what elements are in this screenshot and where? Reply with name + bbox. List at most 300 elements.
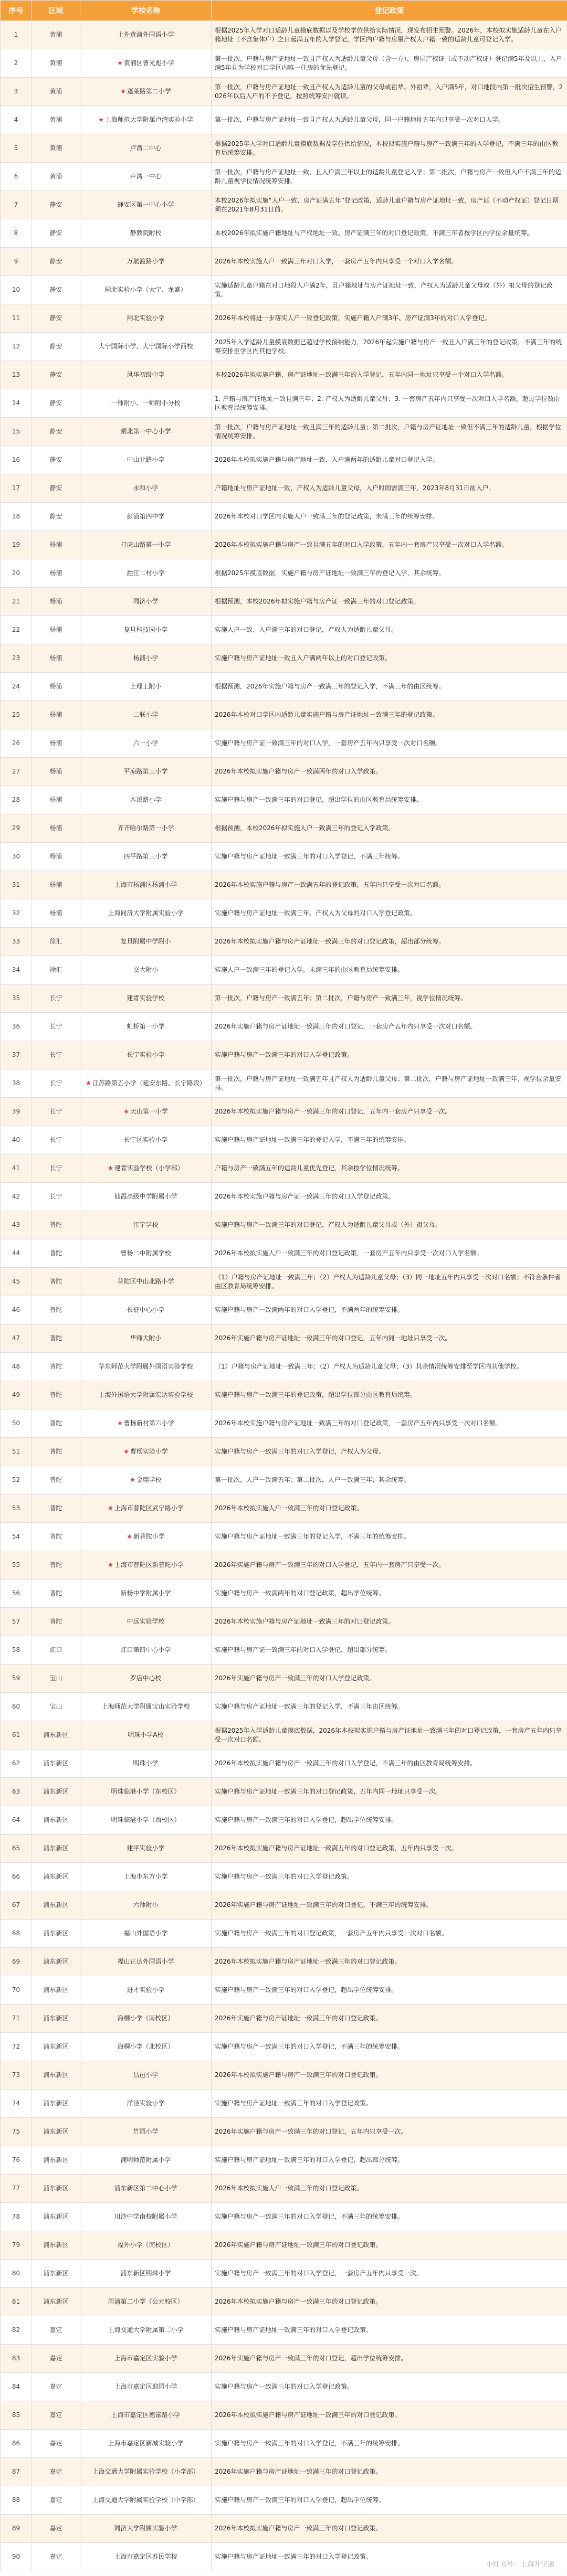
row-district: 静安 bbox=[32, 276, 80, 304]
row-policy: 第一批次，户籍与房产证地址一致且产权人为适龄儿童的父母或祖辈、外祖辈，入户满5年，对口地段内第一批次招生预警，2026年以后入户的不予登记，按照统筹安排就读。 bbox=[212, 78, 567, 106]
table-row bbox=[1, 2401, 567, 2430]
school-name: 周浦第二小学（公元校区） bbox=[108, 2298, 184, 2305]
row-district: 普陀 bbox=[32, 1211, 80, 1239]
row-number: 28 bbox=[1, 786, 32, 814]
row-district: 嘉定 bbox=[32, 2430, 80, 2458]
row-district: 浦东新区 bbox=[32, 2260, 80, 2288]
table-row bbox=[1, 1750, 567, 1778]
school-name: 卢湾二中心 bbox=[130, 144, 162, 152]
row-number: 67 bbox=[1, 1891, 32, 1920]
row-school bbox=[80, 758, 212, 786]
row-district: 杨浦 bbox=[32, 786, 80, 814]
row-school bbox=[80, 843, 212, 871]
row-number: 26 bbox=[1, 729, 32, 758]
school-name: 闸北实验小学（大宁、龙盛） bbox=[104, 286, 187, 293]
star-icon: ★ bbox=[117, 59, 123, 67]
school-name: 新杨中学附属小学 bbox=[120, 1589, 171, 1597]
table-row bbox=[1, 729, 567, 758]
school-name: 上海市嘉定区实验小学 bbox=[114, 2355, 177, 2362]
row-policy: 根据预测，本校2026年拟实施人户一致满三年的登记入学政策。 bbox=[212, 814, 567, 843]
row-number: 15 bbox=[1, 418, 32, 446]
school-name: 海桐小学（北校区） bbox=[117, 2043, 174, 2050]
row-school bbox=[80, 2260, 212, 2288]
row-school bbox=[80, 928, 212, 956]
row-school bbox=[80, 814, 212, 843]
table-row bbox=[1, 1126, 567, 1154]
row-school bbox=[80, 1636, 212, 1665]
school-name: 一师附小、一师附小分校 bbox=[111, 399, 181, 407]
row-school bbox=[80, 2231, 212, 2260]
table-row bbox=[1, 1381, 567, 1409]
school-name: 上理工附小 bbox=[130, 683, 162, 690]
row-policy: 2026年本校实施户籍与房产证一致满三年的对口入学登记政策。 bbox=[212, 1183, 567, 1211]
row-policy: 2026年本校拟实施户籍与房产证地址一致满三年的对口登记政策，超出部分统筹。 bbox=[212, 928, 567, 956]
row-policy: 实施户籍与房产一致满三年的登记政策，超出学位部分由区教育局统筹。 bbox=[212, 1381, 567, 1409]
row-policy: 2026年本校拟实施人户一致满三年的对口登记政策。 bbox=[212, 2175, 567, 2203]
table-row bbox=[1, 1920, 567, 1948]
row-policy: 户籍与房产一致满五年的适龄儿童优先登记，其余按学位情况统筹。 bbox=[212, 1154, 567, 1183]
star-icon: ★ bbox=[98, 116, 104, 123]
row-number: 34 bbox=[1, 956, 32, 984]
row-number: 35 bbox=[1, 984, 32, 1013]
row-district: 普陀 bbox=[32, 1324, 80, 1353]
row-policy: 第一批次，人户一致满五年；第二批次，人户一致满三年；其余统筹。 bbox=[212, 1466, 567, 1494]
row-school bbox=[80, 2090, 212, 2118]
star-icon: ★ bbox=[108, 1561, 113, 1568]
row-district: 宝山 bbox=[32, 1665, 80, 1693]
table-row bbox=[1, 1069, 567, 1098]
header-school: 学校名称 bbox=[80, 1, 212, 21]
row-district: 浦东新区 bbox=[32, 1948, 80, 1976]
table-row bbox=[1, 21, 567, 49]
row-number: 22 bbox=[1, 616, 32, 644]
star-icon: ★ bbox=[123, 1448, 129, 1455]
table-row bbox=[1, 2005, 567, 2033]
row-school bbox=[80, 333, 212, 361]
row-school bbox=[80, 2203, 212, 2231]
school-name: 海桐小学（南校区） bbox=[117, 2015, 174, 2022]
table-row bbox=[1, 1466, 567, 1494]
row-school bbox=[80, 389, 212, 418]
school-name: 平凉路第三小学 bbox=[123, 768, 168, 775]
row-policy: 根据预测，本校2026年拟实施户籍与房产证一致满三年的对口登记政策。 bbox=[212, 588, 567, 616]
row-policy: 实施户籍与房产证一致满三年的对口入学，一套房产五年内只享受一次对口名额。 bbox=[212, 729, 567, 758]
row-district: 黄浦 bbox=[32, 163, 80, 191]
row-school bbox=[80, 1494, 212, 1523]
table-row bbox=[1, 1976, 567, 2005]
table-row bbox=[1, 616, 567, 644]
school-name: 福山外国语小学 bbox=[123, 1930, 168, 1937]
table-row bbox=[1, 2033, 567, 2061]
row-number: 37 bbox=[1, 1041, 32, 1069]
row-policy: 2026年实施户籍与房产一致满三年的对口登记，超出学位统筹安排。 bbox=[212, 2345, 567, 2373]
table-row bbox=[1, 446, 567, 474]
row-district: 杨浦 bbox=[32, 616, 80, 644]
row-number: 38 bbox=[1, 1069, 32, 1098]
table-row bbox=[1, 134, 567, 163]
row-school bbox=[80, 899, 212, 928]
row-policy: 根据预测，2026年实施户籍与房产一致满三年的登记入学，不满三年的由区统筹。 bbox=[212, 673, 567, 701]
school-name: 永和小学 bbox=[133, 484, 159, 492]
row-school bbox=[80, 2373, 212, 2401]
row-district: 浦东新区 bbox=[32, 2118, 80, 2146]
table-row bbox=[1, 758, 567, 786]
table-row bbox=[1, 1579, 567, 1608]
row-policy: 实施户籍与房产证地址一致满三年的对口入学登记政策。 bbox=[212, 2090, 567, 2118]
school-name: 闸北实验小学 bbox=[127, 314, 165, 322]
row-school bbox=[80, 2486, 212, 2515]
row-number: 82 bbox=[1, 2316, 32, 2345]
table-row bbox=[1, 1494, 567, 1523]
row-school bbox=[80, 2175, 212, 2203]
table-row bbox=[1, 1608, 567, 1636]
row-district: 杨浦 bbox=[32, 843, 80, 871]
row-policy: 实施户籍与房产证地址一致且入户满两年以上的对口登记政策。 bbox=[212, 644, 567, 673]
row-district: 普陀 bbox=[32, 1296, 80, 1324]
row-school bbox=[80, 1296, 212, 1324]
table-row bbox=[1, 163, 567, 191]
row-number: 9 bbox=[1, 248, 32, 276]
row-district: 黄浦 bbox=[32, 21, 80, 49]
row-school bbox=[80, 2146, 212, 2175]
table-row bbox=[1, 219, 567, 248]
row-district: 浦东新区 bbox=[32, 1920, 80, 1948]
school-name: 仙霞高级中学附属小学 bbox=[114, 1193, 177, 1200]
row-school bbox=[80, 1324, 212, 1353]
school-name: 四平路第三小学 bbox=[123, 853, 168, 860]
row-policy: 实施户籍与房产一致满三年的对口入学登记，一套房产五年内只享受一次。 bbox=[212, 2260, 567, 2288]
row-policy: 2026年本校将进一步落实人户一致登记政策，实施户籍入户满3年、房产证满3年的对口入学登记。 bbox=[212, 304, 567, 333]
row-number: 51 bbox=[1, 1438, 32, 1466]
table-row bbox=[1, 1551, 567, 1579]
row-school bbox=[80, 701, 212, 729]
table-row bbox=[1, 559, 567, 588]
row-school bbox=[80, 1268, 212, 1296]
row-number: 11 bbox=[1, 304, 32, 333]
row-number: 33 bbox=[1, 928, 32, 956]
row-number: 53 bbox=[1, 1494, 32, 1523]
school-name: 虹桥第一小学 bbox=[127, 1023, 165, 1030]
row-district: 黄浦 bbox=[32, 106, 80, 134]
star-icon: ★ bbox=[117, 1419, 123, 1427]
watermark: 小红书号：上海升学通 bbox=[486, 2561, 554, 2569]
row-number: 8 bbox=[1, 219, 32, 248]
row-policy: 根据2025年入学对口适龄儿童摸底数据以及学校学位供给实际情况，现发布招生预警。2026年，本校拟实施适龄儿童在入户籍地址（不含集体户）之日起满五年的入学登记，学区内户籍与房屋产权人户籍一致的适龄儿童可登记入学。 bbox=[212, 21, 567, 49]
school-name: 金鼎学校 bbox=[136, 1476, 162, 1483]
row-school bbox=[80, 1608, 212, 1636]
table-row bbox=[1, 701, 567, 729]
row-school bbox=[80, 559, 212, 588]
header-policy: 登记政策 bbox=[212, 1, 567, 21]
row-district: 普陀 bbox=[32, 1523, 80, 1551]
table-row bbox=[1, 106, 567, 134]
school-name: 上海市东方小学 bbox=[123, 1873, 168, 1880]
row-policy: 实施户籍与房产证一致满三年的对口入学登记，超出部分统筹。 bbox=[212, 1636, 567, 1665]
school-name: 江宁学校 bbox=[133, 1221, 159, 1228]
row-policy: 实施户籍与房产一致满三年的对口入学登记，不满三年的统筹安排。 bbox=[212, 2033, 567, 2061]
row-school bbox=[80, 1126, 212, 1154]
row-policy: 实施户籍与房产一致满三年的对口入学登记，超出学位统筹安排。 bbox=[212, 1976, 567, 2005]
table-row bbox=[1, 673, 567, 701]
row-district: 黄浦 bbox=[32, 134, 80, 163]
row-number: 36 bbox=[1, 1013, 32, 1041]
table-row bbox=[1, 843, 567, 871]
school-name: 曹杨实验小学 bbox=[130, 1448, 168, 1455]
table-row bbox=[1, 2260, 567, 2288]
row-district: 长宁 bbox=[32, 1041, 80, 1069]
school-name: 长宁区实验小学 bbox=[123, 1136, 168, 1143]
school-name: 闸北第一中心小学 bbox=[120, 428, 171, 435]
table-row bbox=[1, 389, 567, 418]
school-name: 天山第一小学 bbox=[130, 1108, 168, 1115]
table-row bbox=[1, 1636, 567, 1665]
school-name: 上海同济大学附属实验小学 bbox=[108, 909, 184, 917]
row-policy: 实施人户一致、入户满三年的对口登记，产权人为适龄儿童父母。 bbox=[212, 616, 567, 644]
table-row bbox=[1, 1268, 567, 1296]
row-policy: 2026年实施户籍与房产证地址一致满三年的对口登记，五年内同一地址只享受一次。 bbox=[212, 1324, 567, 1353]
school-name: 川沙中学南校附属小学 bbox=[114, 2213, 177, 2220]
row-number: 1 bbox=[1, 21, 32, 49]
row-policy: 实施人户一致满三年的登记入学，未满三年的由区教育局统筹安排。 bbox=[212, 956, 567, 984]
row-school bbox=[80, 276, 212, 304]
row-number: 78 bbox=[1, 2203, 32, 2231]
row-policy: 根据2025年入学对口适龄儿童摸底数据及学位供给情况，本校拟实施户籍与房产一致满三年的入学登记，不满三年的由区教育局统筹安排。 bbox=[212, 134, 567, 163]
school-name: 浦东新区第二中心小学 bbox=[114, 2185, 177, 2192]
school-name: 万航渡路小学 bbox=[127, 258, 165, 265]
table-row bbox=[1, 531, 567, 559]
row-number: 79 bbox=[1, 2231, 32, 2260]
row-school bbox=[80, 361, 212, 389]
row-policy: 实施户籍与房产证地址一致满三年的对口入学登记，超出部分统筹。 bbox=[212, 2146, 567, 2175]
row-policy: 2026年实施户籍与房产证地址一致满三年的对口登记政策。 bbox=[212, 2231, 567, 2260]
row-number: 66 bbox=[1, 1863, 32, 1891]
row-district: 嘉定 bbox=[32, 2486, 80, 2515]
row-policy: 实施户籍与房产一致满三年的对口入学登记，不满三年的统筹安排。 bbox=[212, 2203, 567, 2231]
row-number: 21 bbox=[1, 588, 32, 616]
row-policy: 2026年实施户籍与房产证地址一致满三年的对口登记，不满三年的统筹安排。 bbox=[212, 1891, 567, 1920]
row-district: 嘉定 bbox=[32, 2316, 80, 2345]
row-school bbox=[80, 1183, 212, 1211]
row-number: 4 bbox=[1, 106, 32, 134]
row-policy: 第一批次，户籍与房产一致满五年；第二批次，户籍与房产一致满三年，视学位情况统筹。 bbox=[212, 984, 567, 1013]
row-district: 杨浦 bbox=[32, 588, 80, 616]
row-district: 浦东新区 bbox=[32, 1835, 80, 1863]
row-school bbox=[80, 1778, 212, 1806]
row-number: 25 bbox=[1, 701, 32, 729]
row-district: 浦东新区 bbox=[32, 2288, 80, 2316]
table-row bbox=[1, 333, 567, 361]
row-school bbox=[80, 1098, 212, 1126]
row-number: 3 bbox=[1, 78, 32, 106]
row-school bbox=[80, 1891, 212, 1920]
row-number: 63 bbox=[1, 1778, 32, 1806]
row-district: 普陀 bbox=[32, 1494, 80, 1523]
row-school bbox=[80, 49, 212, 78]
table-row bbox=[1, 2316, 567, 2345]
row-number: 60 bbox=[1, 1693, 32, 1721]
row-district: 杨浦 bbox=[32, 701, 80, 729]
row-number: 71 bbox=[1, 2005, 32, 2033]
table-row bbox=[1, 1211, 567, 1239]
star-icon: ★ bbox=[123, 1108, 129, 1115]
school-name: 建青实验学校（小学部） bbox=[114, 1164, 184, 1172]
row-school bbox=[80, 1665, 212, 1693]
row-number: 43 bbox=[1, 1211, 32, 1239]
row-district: 虹口 bbox=[32, 1636, 80, 1665]
school-name: 上海市嘉定区新城实验小学 bbox=[108, 2440, 184, 2447]
row-school bbox=[80, 304, 212, 333]
table-row bbox=[1, 49, 567, 78]
table-row bbox=[1, 1183, 567, 1211]
row-school bbox=[80, 446, 212, 474]
row-district: 普陀 bbox=[32, 1551, 80, 1579]
row-district: 静安 bbox=[32, 304, 80, 333]
row-district: 静安 bbox=[32, 191, 80, 219]
row-policy: 2026年本校拟实施户籍与房产证地址一致满五年的对口登记政策，五年内只享受一次。 bbox=[212, 1835, 567, 1863]
school-name: 浦明师范附属小学 bbox=[120, 2156, 171, 2164]
row-district: 杨浦 bbox=[32, 899, 80, 928]
table-row bbox=[1, 78, 567, 106]
row-school bbox=[80, 1381, 212, 1409]
header-no: 序号 bbox=[1, 1, 32, 21]
school-name: 打虎山路第一小学 bbox=[120, 541, 171, 548]
school-name: 复旦附属中学附小 bbox=[120, 938, 171, 945]
row-district: 普陀 bbox=[32, 1438, 80, 1466]
star-icon: ★ bbox=[120, 88, 126, 95]
school-name: 静安区第一中心小学 bbox=[117, 201, 174, 208]
row-number: 52 bbox=[1, 1466, 32, 1494]
row-number: 58 bbox=[1, 1636, 32, 1665]
table-row bbox=[1, 1665, 567, 1693]
row-district: 长宁 bbox=[32, 1126, 80, 1154]
row-school bbox=[80, 1523, 212, 1551]
row-school bbox=[80, 616, 212, 644]
row-district: 长宁 bbox=[32, 984, 80, 1013]
row-policy: 实施户籍与房产证地址一致满三年的登记入学，不满三年的统筹安排。 bbox=[212, 1126, 567, 1154]
school-name: 虹口第四中心小学 bbox=[120, 1646, 171, 1653]
row-district: 杨浦 bbox=[32, 814, 80, 843]
row-number: 30 bbox=[1, 843, 32, 871]
row-number: 31 bbox=[1, 871, 32, 899]
row-district: 嘉定 bbox=[32, 2515, 80, 2543]
row-number: 20 bbox=[1, 559, 32, 588]
star-icon: ★ bbox=[108, 1504, 113, 1512]
row-district: 杨浦 bbox=[32, 559, 80, 588]
row-school bbox=[80, 134, 212, 163]
row-number: 80 bbox=[1, 2260, 32, 2288]
row-policy: 实施户籍与房产一致满两年的对口入学登记，不满两年的统筹安排。 bbox=[212, 1296, 567, 1324]
row-number: 72 bbox=[1, 2033, 32, 2061]
row-number: 41 bbox=[1, 1154, 32, 1183]
row-district: 浦东新区 bbox=[32, 2146, 80, 2175]
row-district: 静安 bbox=[32, 474, 80, 503]
row-policy: 2026年本校拟实施户籍与房产一致且满五年的对口入学政策，五年内一套房产只享受一次对口入学名额。 bbox=[212, 531, 567, 559]
row-district: 浦东新区 bbox=[32, 1891, 80, 1920]
row-district: 杨浦 bbox=[32, 758, 80, 786]
table-row bbox=[1, 191, 567, 219]
table-row bbox=[1, 786, 567, 814]
row-policy: 2026年本校拟实施户籍与房产一致满三年的对口入学登记，不满三年的由区教育局统筹安排。 bbox=[212, 1750, 567, 1778]
table-row bbox=[1, 418, 567, 446]
table-row bbox=[1, 956, 567, 984]
row-policy: 第一批次，户籍与房产证地址一致满五年且产权人为适龄儿童父母；第二批次，户籍与房产证地址一致满三年，视学位余量安排。 bbox=[212, 1069, 567, 1098]
row-number: 13 bbox=[1, 361, 32, 389]
table-row bbox=[1, 1353, 567, 1381]
table-row bbox=[1, 2515, 567, 2543]
row-policy: 2026年本校拟实施户籍与房产一致满两年的对口入学政策。 bbox=[212, 758, 567, 786]
row-district: 静安 bbox=[32, 219, 80, 248]
school-name: 复旦科技园小学 bbox=[123, 626, 168, 633]
row-number: 81 bbox=[1, 2288, 32, 2316]
row-district: 嘉定 bbox=[32, 2373, 80, 2401]
row-number: 61 bbox=[1, 1721, 32, 1750]
row-school bbox=[80, 1976, 212, 2005]
row-policy: 实施户籍与房产一致满三年的对口入学登记政策。 bbox=[212, 1863, 567, 1891]
row-district: 杨浦 bbox=[32, 673, 80, 701]
row-number: 19 bbox=[1, 531, 32, 559]
row-policy: 根据2025年入学适龄儿童摸底数据，2026年本校拟实施户籍与房产证地址一致满三年的对口登记政策，一套房产五年内只享受一次对口名额。 bbox=[212, 1721, 567, 1750]
table-row bbox=[1, 503, 567, 531]
row-policy: 第一批次，户籍与房产证地址一致且满三年的适龄儿童；第二批次，户籍与房产证地址一致但不满三年的适龄儿童，根据学位情况统筹安排。 bbox=[212, 418, 567, 446]
row-policy: 2026年本校实施户籍与房产证地址一致满三年的对口登记政策。 bbox=[212, 1608, 567, 1636]
row-school bbox=[80, 644, 212, 673]
school-name: 曹杨新村第六小学 bbox=[123, 1419, 174, 1427]
row-policy: 2026年实施户籍与房产证地址一致满三年的对口登记，一套房产五年内只享受一次对口名额。 bbox=[212, 1013, 567, 1041]
row-policy: 实施户籍与房产一致满三年的对口入学登记，超出学位统筹。 bbox=[212, 2486, 567, 2515]
row-number: 16 bbox=[1, 446, 32, 474]
row-school bbox=[80, 1721, 212, 1750]
row-school bbox=[80, 1551, 212, 1579]
row-policy: 2026年实施户籍与房产一致满三年的对口入学登记政策。 bbox=[212, 1665, 567, 1693]
row-policy: 2026年实施户籍与房产一致满三年的对口入学登记，五年内一套房产只享受一次。 bbox=[212, 1551, 567, 1579]
row-district: 嘉定 bbox=[32, 2458, 80, 2486]
row-number: 6 bbox=[1, 163, 32, 191]
row-district: 普陀 bbox=[32, 1268, 80, 1296]
row-policy: 2026年实施户籍与房产证地址一致满三年的对口登记政策。 bbox=[212, 2005, 567, 2033]
row-policy: 根据2025年摸底数据，实施户籍与房产证地址一致满三年的登记入学，其余统筹。 bbox=[212, 559, 567, 588]
row-number: 90 bbox=[1, 2543, 32, 2571]
row-district: 嘉定 bbox=[32, 2401, 80, 2430]
row-school bbox=[80, 1013, 212, 1041]
table-row bbox=[1, 2543, 567, 2571]
school-name: 上海师范大学附属卢湾实验小学 bbox=[104, 116, 193, 123]
row-policy: 户籍地址与房产证地址一致，产权人为适龄儿童父母，入户时间需满三年，2023年8月31日前入户。 bbox=[212, 474, 567, 503]
row-policy: 2026年本校对口学区内实施人户一致满三年的登记政策，未满三年的统筹安排。 bbox=[212, 503, 567, 531]
row-district: 杨浦 bbox=[32, 531, 80, 559]
row-school bbox=[80, 2118, 212, 2146]
table-row bbox=[1, 1778, 567, 1806]
row-policy: 2026年实施户籍与房产一致满三年的对口登记，五年内只享受一次。 bbox=[212, 2118, 567, 2146]
row-policy: 实施户籍与房产证地址一致满三年的对口入学登记，不满三年统筹。 bbox=[212, 843, 567, 871]
row-policy: 2026年本校拟实施户籍与房产一致满三年的对口登记政策。 bbox=[212, 2288, 567, 2316]
row-policy: （1）户籍与房产证地址一致满三年；（2）产权人为适龄儿童父母；（3）同一地址五年内只享受一次对口名额；不符合条件者由区教育局统筹安排。 bbox=[212, 1268, 567, 1296]
row-district: 普陀 bbox=[32, 1409, 80, 1438]
row-policy: 第一批次，户籍与房产证地址一致且产权人为适龄儿童父母（含一方），房屋产权证（或不动产权证）登记满5年及以上，入户满5年且为学校对口学区内唯一住房的优先登记。 bbox=[212, 49, 567, 78]
row-number: 84 bbox=[1, 2373, 32, 2401]
row-policy: 实施户籍与房产一致满三年的对口入学登记政策。 bbox=[212, 1041, 567, 1069]
row-number: 68 bbox=[1, 1920, 32, 1948]
table-row bbox=[1, 276, 567, 304]
table-row bbox=[1, 2373, 567, 2401]
table-row bbox=[1, 1523, 567, 1551]
row-district: 静安 bbox=[32, 333, 80, 361]
row-district: 静安 bbox=[32, 248, 80, 276]
table-row bbox=[1, 2090, 567, 2118]
row-policy: 2026年本校对口学区内适龄儿童实施户籍与房产证地址一致满三年的登记政策。 bbox=[212, 701, 567, 729]
school-name: 竹园小学 bbox=[133, 2128, 159, 2135]
school-name: 华师大附小 bbox=[130, 1334, 162, 1342]
row-district: 杨浦 bbox=[32, 871, 80, 899]
